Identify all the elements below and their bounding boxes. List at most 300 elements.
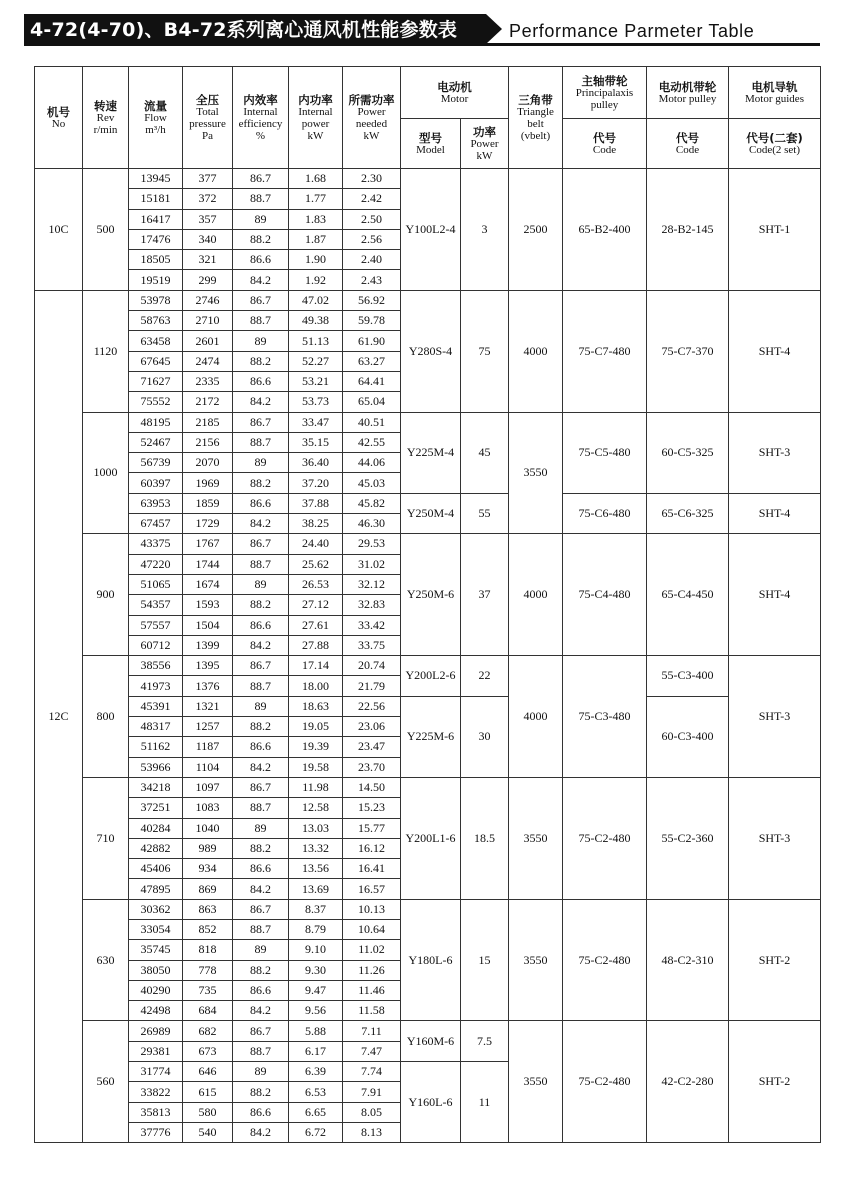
motor-pulley-cell: 55-C3-400 [647, 656, 729, 697]
internal-power-cell: 1.87 [289, 229, 343, 249]
internal-power-cell: 35.15 [289, 432, 343, 452]
table-row [35, 696, 821, 716]
pressure-cell: 340 [183, 229, 233, 249]
power-needed-cell: 16.57 [343, 879, 401, 899]
internal-power-cell: 13.03 [289, 818, 343, 838]
pressure-cell: 1859 [183, 493, 233, 513]
motor-pulley-cell: 55-C2-360 [647, 777, 729, 899]
motor-power-cell: 7.5 [461, 1021, 509, 1062]
flow-cell: 48317 [129, 717, 183, 737]
pressure-cell: 934 [183, 859, 233, 879]
internal-power-cell: 19.05 [289, 717, 343, 737]
pressure-cell: 1376 [183, 676, 233, 696]
rev-cell: 630 [83, 899, 129, 1021]
motor-guides-cell: SHT-4 [729, 290, 821, 412]
motor-pulley-cell: 65-C6-325 [647, 493, 729, 534]
col-header-spindle-pulley: 主轴带轮 Principalaxis pulley [563, 67, 647, 119]
flow-cell: 48195 [129, 412, 183, 432]
col-header-spindle-code: 代号 Code [563, 119, 647, 169]
flow-cell: 33822 [129, 1082, 183, 1102]
flow-cell: 51162 [129, 737, 183, 757]
motor-guides-cell: SHT-4 [729, 534, 821, 656]
rev-cell: 900 [83, 534, 129, 656]
internal-power-cell: 9.10 [289, 940, 343, 960]
power-needed-cell: 10.64 [343, 919, 401, 939]
flow-cell: 13945 [129, 169, 183, 189]
motor-model-cell: Y180L-6 [401, 899, 461, 1021]
efficiency-cell: 86.7 [233, 656, 289, 676]
motor-power-cell: 18.5 [461, 777, 509, 899]
motor-pulley-cell: 48-C2-310 [647, 899, 729, 1021]
power-needed-cell: 65.04 [343, 392, 401, 412]
motor-pulley-cell: 28-B2-145 [647, 169, 729, 291]
efficiency-cell: 89 [233, 818, 289, 838]
internal-power-cell: 1.83 [289, 209, 343, 229]
motor-guides-cell: SHT-2 [729, 899, 821, 1021]
internal-power-cell: 52.27 [289, 351, 343, 371]
pressure-cell: 1744 [183, 554, 233, 574]
efficiency-cell: 86.6 [233, 371, 289, 391]
pressure-cell: 2185 [183, 412, 233, 432]
table-row [35, 534, 821, 554]
col-header-no: 机号 No [35, 67, 83, 169]
power-needed-cell: 32.83 [343, 595, 401, 615]
power-needed-cell: 29.53 [343, 534, 401, 554]
pressure-cell: 818 [183, 940, 233, 960]
flow-cell: 45406 [129, 859, 183, 879]
motor-model-cell: Y160M-6 [401, 1021, 461, 1062]
table-row [35, 899, 821, 919]
machine-no-cell: 10C [35, 169, 83, 291]
pressure-cell: 1395 [183, 656, 233, 676]
efficiency-cell: 84.2 [233, 514, 289, 534]
power-needed-cell: 44.06 [343, 453, 401, 473]
flow-cell: 63953 [129, 493, 183, 513]
internal-power-cell: 24.40 [289, 534, 343, 554]
flow-cell: 33054 [129, 919, 183, 939]
rev-cell: 560 [83, 1021, 129, 1143]
pressure-cell: 1399 [183, 635, 233, 655]
pressure-cell: 869 [183, 879, 233, 899]
belt-cell: 4000 [509, 534, 563, 656]
flow-cell: 42498 [129, 1001, 183, 1021]
pressure-cell: 735 [183, 980, 233, 1000]
pressure-cell: 1593 [183, 595, 233, 615]
col-header-flow: 流量 Flow m³/h [129, 67, 183, 169]
power-needed-cell: 45.82 [343, 493, 401, 513]
flow-cell: 42882 [129, 838, 183, 858]
flow-cell: 63458 [129, 331, 183, 351]
internal-power-cell: 1.90 [289, 250, 343, 270]
page-title: 4-72(4-70)、B4-72系列离心通风机性能参数表 [30, 19, 458, 41]
internal-power-cell: 17.14 [289, 656, 343, 676]
motor-power-cell: 37 [461, 534, 509, 656]
col-header-internal-power: 内功率 Internal power kW [289, 67, 343, 169]
motor-guides-cell: SHT-2 [729, 1021, 821, 1143]
power-needed-cell: 10.13 [343, 899, 401, 919]
efficiency-cell: 88.7 [233, 798, 289, 818]
belt-cell: 2500 [509, 169, 563, 291]
power-needed-cell: 45.03 [343, 473, 401, 493]
pressure-cell: 1083 [183, 798, 233, 818]
power-needed-cell: 2.42 [343, 189, 401, 209]
spindle-pulley-cell: 75-C2-480 [563, 899, 647, 1021]
belt-cell: 4000 [509, 656, 563, 778]
efficiency-cell: 88.7 [233, 432, 289, 452]
power-needed-cell: 40.51 [343, 412, 401, 432]
belt-cell: 3550 [509, 777, 563, 899]
flow-cell: 40284 [129, 818, 183, 838]
flow-cell: 57557 [129, 615, 183, 635]
pressure-cell: 778 [183, 960, 233, 980]
pressure-cell: 1187 [183, 737, 233, 757]
flow-cell: 60397 [129, 473, 183, 493]
motor-power-cell: 55 [461, 493, 509, 534]
pressure-cell: 2156 [183, 432, 233, 452]
flow-cell: 34218 [129, 777, 183, 797]
motor-power-cell: 30 [461, 696, 509, 777]
power-needed-cell: 2.43 [343, 270, 401, 290]
efficiency-cell: 84.2 [233, 635, 289, 655]
motor-power-cell: 15 [461, 899, 509, 1021]
motor-model-cell: Y225M-4 [401, 412, 461, 493]
efficiency-cell: 84.2 [233, 757, 289, 777]
power-needed-cell: 23.06 [343, 717, 401, 737]
internal-power-cell: 9.56 [289, 1001, 343, 1021]
power-needed-cell: 21.79 [343, 676, 401, 696]
motor-model-cell: Y100L2-4 [401, 169, 461, 291]
pressure-cell: 2172 [183, 392, 233, 412]
efficiency-cell: 86.6 [233, 737, 289, 757]
pressure-cell: 1104 [183, 757, 233, 777]
flow-cell: 52467 [129, 432, 183, 452]
performance-table [34, 66, 821, 1143]
flow-cell: 40290 [129, 980, 183, 1000]
efficiency-cell: 88.2 [233, 473, 289, 493]
spindle-pulley-cell: 75-C4-480 [563, 534, 647, 656]
efficiency-cell: 88.2 [233, 229, 289, 249]
flow-cell: 45391 [129, 696, 183, 716]
power-needed-cell: 59.78 [343, 311, 401, 331]
motor-guides-cell: SHT-3 [729, 412, 821, 493]
internal-power-cell: 27.61 [289, 615, 343, 635]
efficiency-cell: 88.2 [233, 595, 289, 615]
power-needed-cell: 2.56 [343, 229, 401, 249]
table-row [35, 290, 821, 310]
motor-model-cell: Y200L2-6 [401, 656, 461, 697]
power-needed-cell: 16.12 [343, 838, 401, 858]
pressure-cell: 1504 [183, 615, 233, 635]
belt-cell: 3550 [509, 899, 563, 1021]
col-header-pressure: 全压 Total pressure Pa [183, 67, 233, 169]
col-header-motor-pulley: 电动机带轮 Motor pulley [647, 67, 729, 119]
pressure-cell: 682 [183, 1021, 233, 1041]
internal-power-cell: 6.65 [289, 1102, 343, 1122]
power-needed-cell: 46.30 [343, 514, 401, 534]
power-needed-cell: 7.47 [343, 1041, 401, 1061]
internal-power-cell: 36.40 [289, 453, 343, 473]
table-row [35, 412, 821, 432]
motor-model-cell: Y250M-4 [401, 493, 461, 534]
power-needed-cell: 63.27 [343, 351, 401, 371]
motor-pulley-cell: 42-C2-280 [647, 1021, 729, 1143]
rev-cell: 1120 [83, 290, 129, 412]
pressure-cell: 646 [183, 1062, 233, 1082]
internal-power-cell: 27.88 [289, 635, 343, 655]
pressure-cell: 2335 [183, 371, 233, 391]
motor-guides-cell: SHT-4 [729, 493, 821, 534]
power-needed-cell: 20.74 [343, 656, 401, 676]
power-needed-cell: 42.55 [343, 432, 401, 452]
internal-power-cell: 13.56 [289, 859, 343, 879]
internal-power-cell: 9.30 [289, 960, 343, 980]
power-needed-cell: 56.92 [343, 290, 401, 310]
power-needed-cell: 7.11 [343, 1021, 401, 1041]
efficiency-cell: 86.7 [233, 534, 289, 554]
rev-cell: 500 [83, 169, 129, 291]
efficiency-cell: 88.7 [233, 189, 289, 209]
power-needed-cell: 23.47 [343, 737, 401, 757]
motor-model-cell: Y200L1-6 [401, 777, 461, 899]
internal-power-cell: 26.53 [289, 574, 343, 594]
power-needed-cell: 32.12 [343, 574, 401, 594]
pressure-cell: 989 [183, 838, 233, 858]
motor-pulley-cell: 65-C4-450 [647, 534, 729, 656]
flow-cell: 41973 [129, 676, 183, 696]
internal-power-cell: 11.98 [289, 777, 343, 797]
power-needed-cell: 8.05 [343, 1102, 401, 1122]
pressure-cell: 1674 [183, 574, 233, 594]
efficiency-cell: 84.2 [233, 879, 289, 899]
power-needed-cell: 14.50 [343, 777, 401, 797]
table-row [35, 656, 821, 676]
power-needed-cell: 16.41 [343, 859, 401, 879]
page-title-english: Performance Parmeter Table [509, 21, 755, 41]
power-needed-cell: 22.56 [343, 696, 401, 716]
internal-power-cell: 9.47 [289, 980, 343, 1000]
internal-power-cell: 38.25 [289, 514, 343, 534]
flow-cell: 38050 [129, 960, 183, 980]
power-needed-cell: 15.77 [343, 818, 401, 838]
spindle-pulley-cell: 75-C3-480 [563, 656, 647, 778]
efficiency-cell: 89 [233, 940, 289, 960]
internal-power-cell: 51.13 [289, 331, 343, 351]
flow-cell: 71627 [129, 371, 183, 391]
motor-pulley-cell: 75-C7-370 [647, 290, 729, 412]
efficiency-cell: 89 [233, 331, 289, 351]
pressure-cell: 299 [183, 270, 233, 290]
internal-power-cell: 27.12 [289, 595, 343, 615]
flow-cell: 26989 [129, 1021, 183, 1041]
internal-power-cell: 37.20 [289, 473, 343, 493]
spindle-pulley-cell: 75-C7-480 [563, 290, 647, 412]
efficiency-cell: 88.7 [233, 676, 289, 696]
efficiency-cell: 86.7 [233, 290, 289, 310]
flow-cell: 37251 [129, 798, 183, 818]
flow-cell: 56739 [129, 453, 183, 473]
internal-power-cell: 19.58 [289, 757, 343, 777]
flow-cell: 18505 [129, 250, 183, 270]
internal-power-cell: 8.79 [289, 919, 343, 939]
internal-power-cell: 18.00 [289, 676, 343, 696]
belt-cell: 4000 [509, 290, 563, 412]
internal-power-cell: 47.02 [289, 290, 343, 310]
rev-cell: 710 [83, 777, 129, 899]
pressure-cell: 1040 [183, 818, 233, 838]
table-row [35, 169, 821, 189]
flow-cell: 51065 [129, 574, 183, 594]
efficiency-cell: 86.6 [233, 250, 289, 270]
spindle-pulley-cell: 75-C2-480 [563, 1021, 647, 1143]
efficiency-cell: 86.6 [233, 615, 289, 635]
efficiency-cell: 86.7 [233, 412, 289, 432]
flow-cell: 58763 [129, 311, 183, 331]
pressure-cell: 852 [183, 919, 233, 939]
col-header-efficiency: 内效率 Internal efficiency % [233, 67, 289, 169]
efficiency-cell: 86.7 [233, 1021, 289, 1041]
flow-cell: 30362 [129, 899, 183, 919]
motor-model-cell: Y160L-6 [401, 1062, 461, 1143]
power-needed-cell: 11.58 [343, 1001, 401, 1021]
power-needed-cell: 2.30 [343, 169, 401, 189]
motor-pulley-cell: 60-C3-400 [647, 696, 729, 777]
internal-power-cell: 33.47 [289, 412, 343, 432]
efficiency-cell: 89 [233, 453, 289, 473]
efficiency-cell: 89 [233, 1062, 289, 1082]
power-needed-cell: 31.02 [343, 554, 401, 574]
flow-cell: 67645 [129, 351, 183, 371]
header-row-top [35, 67, 821, 119]
power-needed-cell: 7.91 [343, 1082, 401, 1102]
motor-pulley-cell: 60-C5-325 [647, 412, 729, 493]
efficiency-cell: 86.6 [233, 980, 289, 1000]
efficiency-cell: 88.7 [233, 554, 289, 574]
efficiency-cell: 88.2 [233, 838, 289, 858]
power-needed-cell: 23.70 [343, 757, 401, 777]
flow-cell: 47895 [129, 879, 183, 899]
efficiency-cell: 88.2 [233, 717, 289, 737]
pressure-cell: 2710 [183, 311, 233, 331]
motor-power-cell: 75 [461, 290, 509, 412]
flow-cell: 19519 [129, 270, 183, 290]
efficiency-cell: 84.2 [233, 270, 289, 290]
pressure-cell: 673 [183, 1041, 233, 1061]
motor-guides-cell: SHT-3 [729, 777, 821, 899]
internal-power-cell: 6.39 [289, 1062, 343, 1082]
flow-cell: 29381 [129, 1041, 183, 1061]
col-header-belt: 三角带 Triangle belt (vbelt) [509, 67, 563, 169]
pressure-cell: 684 [183, 1001, 233, 1021]
internal-power-cell: 6.53 [289, 1082, 343, 1102]
internal-power-cell: 18.63 [289, 696, 343, 716]
header-rule [24, 43, 820, 46]
efficiency-cell: 88.7 [233, 311, 289, 331]
efficiency-cell: 88.2 [233, 351, 289, 371]
internal-power-cell: 25.62 [289, 554, 343, 574]
internal-power-cell: 37.88 [289, 493, 343, 513]
flow-cell: 43375 [129, 534, 183, 554]
flow-cell: 53966 [129, 757, 183, 777]
efficiency-cell: 89 [233, 209, 289, 229]
belt-cell: 3550 [509, 1021, 563, 1143]
power-needed-cell: 15.23 [343, 798, 401, 818]
pressure-cell: 377 [183, 169, 233, 189]
col-header-motor-guides: 电机导轨 Motor guides [729, 67, 821, 119]
table-body [35, 169, 821, 1143]
col-header-motor-power: 功率 Power kW [461, 119, 509, 169]
pressure-cell: 2474 [183, 351, 233, 371]
power-needed-cell: 33.75 [343, 635, 401, 655]
internal-power-cell: 12.58 [289, 798, 343, 818]
motor-model-cell: Y225M-6 [401, 696, 461, 777]
efficiency-cell: 84.2 [233, 392, 289, 412]
internal-power-cell: 6.17 [289, 1041, 343, 1061]
pressure-cell: 1257 [183, 717, 233, 737]
efficiency-cell: 86.6 [233, 859, 289, 879]
motor-power-cell: 3 [461, 169, 509, 291]
efficiency-cell: 84.2 [233, 1001, 289, 1021]
efficiency-cell: 86.7 [233, 777, 289, 797]
flow-cell: 47220 [129, 554, 183, 574]
flow-cell: 53978 [129, 290, 183, 310]
col-header-model: 型号 Model [401, 119, 461, 169]
efficiency-cell: 86.7 [233, 169, 289, 189]
motor-model-cell: Y280S-4 [401, 290, 461, 412]
spindle-pulley-cell: 75-C6-480 [563, 493, 647, 534]
internal-power-cell: 53.21 [289, 371, 343, 391]
table-row [35, 493, 821, 513]
flow-cell: 15181 [129, 189, 183, 209]
internal-power-cell: 53.73 [289, 392, 343, 412]
flow-cell: 60712 [129, 635, 183, 655]
belt-cell: 3550 [509, 412, 563, 534]
table-row [35, 1021, 821, 1041]
power-needed-cell: 11.02 [343, 940, 401, 960]
power-needed-cell: 2.40 [343, 250, 401, 270]
pressure-cell: 1969 [183, 473, 233, 493]
efficiency-cell: 89 [233, 696, 289, 716]
flow-cell: 37776 [129, 1122, 183, 1142]
power-needed-cell: 2.50 [343, 209, 401, 229]
internal-power-cell: 1.92 [289, 270, 343, 290]
col-header-guides-code: 代号(二套) Code(2 set) [729, 119, 821, 169]
power-needed-cell: 33.42 [343, 615, 401, 635]
power-needed-cell: 61.90 [343, 331, 401, 351]
internal-power-cell: 13.32 [289, 838, 343, 858]
power-needed-cell: 11.26 [343, 960, 401, 980]
efficiency-cell: 86.6 [233, 1102, 289, 1122]
pressure-cell: 1321 [183, 696, 233, 716]
efficiency-cell: 86.7 [233, 899, 289, 919]
flow-cell: 17476 [129, 229, 183, 249]
efficiency-cell: 86.6 [233, 493, 289, 513]
motor-power-cell: 11 [461, 1062, 509, 1143]
col-header-power-needed: 所需功率 Power needed kW [343, 67, 401, 169]
spindle-pulley-cell: 75-C5-480 [563, 412, 647, 493]
flow-cell: 35813 [129, 1102, 183, 1122]
power-needed-cell: 7.74 [343, 1062, 401, 1082]
flow-cell: 31774 [129, 1062, 183, 1082]
pressure-cell: 580 [183, 1102, 233, 1122]
rev-cell: 1000 [83, 412, 129, 534]
internal-power-cell: 1.77 [289, 189, 343, 209]
pressure-cell: 1097 [183, 777, 233, 797]
efficiency-cell: 88.7 [233, 919, 289, 939]
pressure-cell: 2601 [183, 331, 233, 351]
motor-power-cell: 45 [461, 412, 509, 493]
pressure-cell: 321 [183, 250, 233, 270]
pressure-cell: 1767 [183, 534, 233, 554]
